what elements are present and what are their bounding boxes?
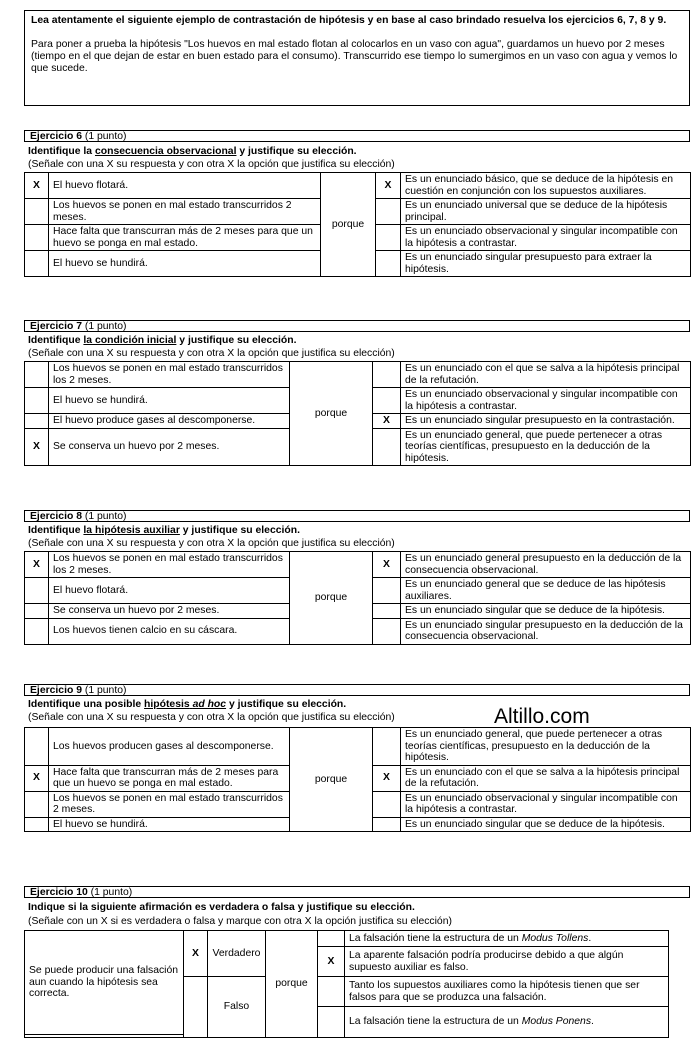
ex6-porque: porque xyxy=(321,173,376,277)
ex6-reason-mark-3[interactable] xyxy=(376,225,401,251)
ex7-reason-1: Es un enunciado con el que se salva a la hipótesis principal de la refutación. xyxy=(401,362,691,388)
ex7-reason-mark-3[interactable]: X xyxy=(373,414,401,429)
ex8-reason-4: Es un enunciado singular presupuesto en la deducción de la consecuencia observacional. xyxy=(401,618,691,644)
ex9-porque: porque xyxy=(290,728,373,832)
ex9-answer-mark-2[interactable]: X xyxy=(25,765,49,791)
ex7-reason-3: Es un enunciado singular presupuesto en la contrastación. xyxy=(401,414,691,429)
ex9-answer-4: El huevo se hundirá. xyxy=(49,817,290,832)
ex10-true-label: Verdadero xyxy=(208,931,266,977)
intro-body: Para poner a prueba la hipótesis "Los huevos en mal estado flotan al colocarlos en un vaso con agua", guardamos un huevo por 2 meses (tiempo en el que dejan de estar en buen estado para el consumo). Transcurrido ese tiempo lo sumergimos en un vaso con agua y vemos lo que sucede. xyxy=(31,39,678,74)
ex9-reason-3: Es un enunciado observacional y singular incompatible con la hipótesis a contrastar. xyxy=(401,791,691,817)
ex6-title: Ejercicio 6 (1 punto) xyxy=(24,130,690,142)
ex6-answer-3: Hace falta que transcurran más de 2 meses para que un huevo se ponga en mal estado. xyxy=(49,225,321,251)
ex6-answer-2: Los huevos se ponen en mal estado transcurridos 2 meses. xyxy=(49,199,321,225)
ex7-answer-mark-4[interactable]: X xyxy=(25,428,49,466)
ex8-table xyxy=(24,551,691,645)
ex10-statement-spacer xyxy=(25,1035,184,1038)
ex10-reason-2: La aparente falsación podría producirse debido a que algún supuesto auxiliar es falso. xyxy=(345,947,669,977)
ex9-reason-mark-2[interactable]: X xyxy=(373,765,401,791)
ex7-question: Identifique la condición inicial y justifique su elección. xyxy=(28,335,297,346)
ex10-table xyxy=(24,930,669,1038)
ex7-table xyxy=(24,361,691,466)
ex6-reason-mark-1[interactable]: X xyxy=(376,173,401,199)
ex9-table xyxy=(24,727,691,832)
ex6-reason-mark-4[interactable] xyxy=(376,251,401,277)
ex6-table xyxy=(24,172,691,277)
altillo-watermark: Altillo.com xyxy=(494,705,590,728)
ex6-answer-mark-3[interactable] xyxy=(25,225,49,251)
ex9-reason-mark-3[interactable] xyxy=(373,791,401,817)
ex10-reason-1: La falsación tiene la estructura de un Modus Tollens. xyxy=(345,931,669,947)
ex6-reason-1: Es un enunciado básico, que se deduce de la hipótesis en cuestión en conjunción con los supuestos auxiliares. xyxy=(401,173,691,199)
ex7-answer-3: El huevo produce gases al descomponerse. xyxy=(49,414,290,429)
ex8-answer-2: El huevo flotará. xyxy=(49,578,290,604)
ex9-answer-mark-3[interactable] xyxy=(25,791,49,817)
ex8-answer-4: Los huevos tienen calcio en su cáscara. xyxy=(49,618,290,644)
ex6-answer-mark-2[interactable] xyxy=(25,199,49,225)
ex10-title: Ejercicio 10 (1 punto) xyxy=(24,886,690,898)
ex6-answer-1: El huevo flotará. xyxy=(49,173,321,199)
ex9-reason-4: Es un enunciado singular que se deduce de la hipótesis. xyxy=(401,817,691,832)
ex8-porque: porque xyxy=(290,552,373,645)
ex6-reason-2: Es un enunciado universal que se deduce de la hipótesis principal. xyxy=(401,199,691,225)
ex6-answer-mark-1[interactable]: X xyxy=(25,173,49,199)
ex7-title: Ejercicio 7 (1 punto) xyxy=(24,320,690,332)
ex9-answer-mark-1[interactable] xyxy=(25,728,49,766)
ex8-answer-mark-4[interactable] xyxy=(25,618,49,644)
intro-box xyxy=(24,10,690,106)
ex8-reason-2: Es un enunciado general que se deduce de las hipótesis auxiliares. xyxy=(401,578,691,604)
ex6-reason-3: Es un enunciado observacional y singular incompatible con la hipótesis a contrastar. xyxy=(401,225,691,251)
ex9-answer-3: Los huevos se ponen en mal estado transcurridos 2 meses. xyxy=(49,791,290,817)
ex10-reason-mark-2[interactable]: X xyxy=(318,947,345,977)
ex7-reason-mark-2[interactable] xyxy=(373,388,401,414)
ex10-reason-mark-3[interactable] xyxy=(318,977,345,1007)
ex8-reason-mark-4[interactable] xyxy=(373,618,401,644)
ex7-reason-4: Es un enunciado general, que puede pertenecer a otras teorías científicas, presupuesto en la deducción de la hipótesis. xyxy=(401,428,691,466)
ex6-hint: (Señale con una X su respuesta y con otra X la opción que justifica su elección) xyxy=(28,159,395,170)
ex8-title: Ejercicio 8 (1 punto) xyxy=(24,510,690,522)
ex7-answer-4: Se conserva un huevo por 2 meses. xyxy=(49,428,290,466)
ex8-answer-mark-1[interactable]: X xyxy=(25,552,49,578)
ex8-answer-mark-3[interactable] xyxy=(25,604,49,619)
ex8-reason-mark-1[interactable]: X xyxy=(373,552,401,578)
ex10-reason-3: Tanto los supuestos auxiliares como la hipótesis tienen que ser falsos para que se produzca una falsación. xyxy=(345,977,669,1007)
ex9-answer-1: Los huevos producen gases al descomponerse. xyxy=(49,728,290,766)
ex10-reason-mark-4[interactable] xyxy=(318,1007,345,1038)
ex7-reason-mark-4[interactable] xyxy=(373,428,401,466)
ex7-answer-2: El huevo se hundirá. xyxy=(49,388,290,414)
ex6-row xyxy=(25,173,691,199)
ex7-row xyxy=(25,362,691,388)
ex7-hint: (Señale con una X su respuesta y con otra X la opción que justifica su elección) xyxy=(28,348,395,359)
ex6-question: Identifique la consecuencia observacional y justifique su elección. xyxy=(28,146,357,157)
ex6-reason-mark-2[interactable] xyxy=(376,199,401,225)
ex7-reason-mark-1[interactable] xyxy=(373,362,401,388)
ex7-answer-mark-2[interactable] xyxy=(25,388,49,414)
ex10-false-label: Falso xyxy=(208,977,266,1038)
ex7-answer-mark-3[interactable] xyxy=(25,414,49,429)
ex9-answer-2: Hace falta que transcurran más de 2 meses para que un huevo se ponga en mal estado. xyxy=(49,765,290,791)
ex9-reason-2: Es un enunciado con el que se salva a la hipótesis principal de la refutación. xyxy=(401,765,691,791)
ex8-answer-1: Los huevos se ponen en mal estado transcurridos los 2 meses. xyxy=(49,552,290,578)
ex8-reason-3: Es un enunciado singular que se deduce de la hipótesis. xyxy=(401,604,691,619)
ex9-hint: (Señale con una X su respuesta y con otra X la opción que justifica su elección) xyxy=(28,712,395,723)
ex8-answer-3: Se conserva un huevo por 2 meses. xyxy=(49,604,290,619)
ex10-hint: (Señale con un X si es verdadera o falsa y marque con otra X la opción justifica su elección) xyxy=(28,916,452,927)
ex8-reason-mark-2[interactable] xyxy=(373,578,401,604)
ex6-answer-4: El huevo se hundirá. xyxy=(49,251,321,277)
ex7-answer-mark-1[interactable] xyxy=(25,362,49,388)
ex8-answer-mark-2[interactable] xyxy=(25,578,49,604)
ex10-true-mark[interactable]: X xyxy=(184,931,208,977)
ex9-question: Identifique una posible hipótesis ad hoc y justifique su elección. xyxy=(28,699,347,710)
ex10-reason-4: La falsación tiene la estructura de un Modus Ponens. xyxy=(345,1007,669,1038)
ex8-hint: (Señale con una X su respuesta y con otra X la opción que justifica su elección) xyxy=(28,538,395,549)
ex7-answer-1: Los huevos se ponen en mal estado transcurridos los 2 meses. xyxy=(49,362,290,388)
ex6-reason-4: Es un enunciado singular presupuesto para extraer la hipótesis. xyxy=(401,251,691,277)
ex9-reason-mark-4[interactable] xyxy=(373,817,401,832)
ex9-row xyxy=(25,728,691,766)
ex10-porque: porque xyxy=(266,931,318,1038)
intro-lead: Lea atentamente el siguiente ejemplo de contrastación de hipótesis y en base al caso brindado resuelva los ejercicios 6, 7, 8 y 9. xyxy=(31,15,667,26)
ex9-answer-mark-4[interactable] xyxy=(25,817,49,832)
ex10-question: Indique si la siguiente afirmación es verdadera o falsa y justifique su elección. xyxy=(28,902,415,913)
ex8-reason-mark-3[interactable] xyxy=(373,604,401,619)
ex8-row xyxy=(25,552,691,578)
ex9-reason-1: Es un enunciado general, que puede pertenecer a otras teorías científicas, presupuesto en la deducción de la hipótesis. xyxy=(401,728,691,766)
ex8-question: Identifique la hipótesis auxiliar y justifique su elección. xyxy=(28,525,300,536)
ex10-statement: Se puede producir una falsación aun cuando la hipótesis sea correcta. xyxy=(25,931,184,1035)
ex10-false-mark[interactable] xyxy=(184,977,208,1038)
ex6-answer-mark-4[interactable] xyxy=(25,251,49,277)
ex9-reason-mark-1[interactable] xyxy=(373,728,401,766)
ex8-reason-1: Es un enunciado general presupuesto en la deducción de la consecuencia observacional. xyxy=(401,552,691,578)
ex10-reason-mark-1[interactable] xyxy=(318,931,345,947)
ex7-porque: porque xyxy=(290,362,373,466)
ex9-title: Ejercicio 9 (1 punto) xyxy=(24,684,690,696)
ex7-reason-2: Es un enunciado observacional y singular incompatible con la hipótesis a contrastar. xyxy=(401,388,691,414)
